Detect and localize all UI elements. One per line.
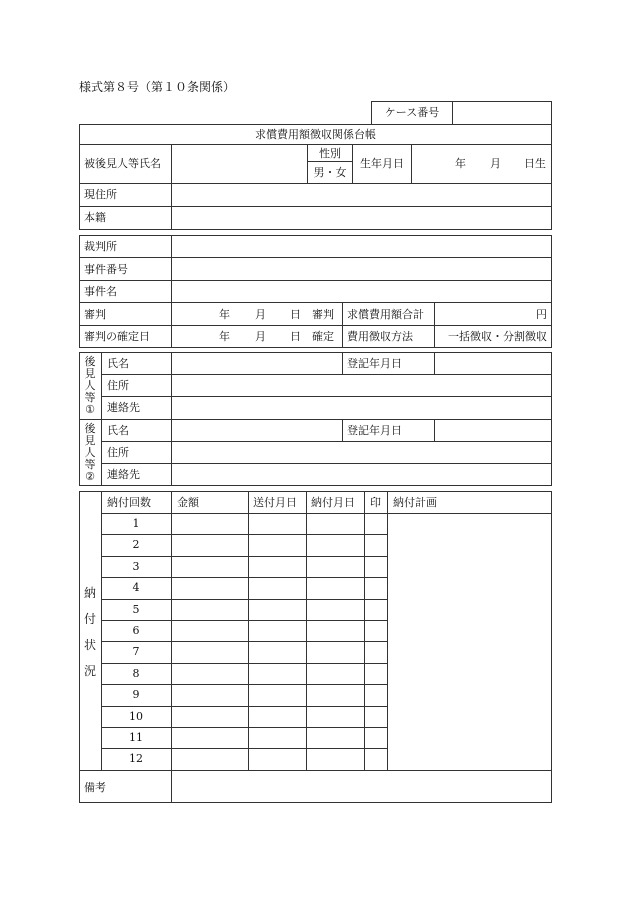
guardian-2-reg-label: 登記年月日 xyxy=(347,424,402,437)
header-payment-count: 納付回数 xyxy=(107,496,151,509)
final-month: 月 xyxy=(255,330,266,343)
grid-line xyxy=(101,706,387,707)
grid-line xyxy=(101,599,387,600)
total-unit: 円 xyxy=(536,308,547,321)
form-number: 様式第８号（第１０条関係） xyxy=(79,80,236,94)
remarks-label: 備考 xyxy=(84,781,106,794)
grid-line xyxy=(101,748,387,749)
header-amount: 金額 xyxy=(177,496,199,509)
grid-line xyxy=(101,641,387,642)
payment-row-number: 8 xyxy=(132,666,140,680)
payment-row-number: 1 xyxy=(132,517,140,530)
grid-line xyxy=(248,491,249,770)
payment-row-number: 3 xyxy=(132,559,140,573)
address-label: 現住所 xyxy=(84,188,117,201)
sex-options[interactable]: 男・女 xyxy=(313,166,347,179)
case-number-label: ケース番号 xyxy=(384,106,440,119)
guardian-1-contact-label: 連絡先 xyxy=(107,401,140,414)
payment-row-number: 10 xyxy=(129,709,143,723)
header-paid-date: 納付月日 xyxy=(311,496,355,509)
guardian-2-name-label: 氏名 xyxy=(107,424,129,437)
case-name-label: 事件名 xyxy=(84,285,117,298)
ward-name-field[interactable] xyxy=(174,158,304,172)
grid-line xyxy=(306,491,307,770)
method-label: 費用徴収方法 xyxy=(347,330,413,343)
grid-line xyxy=(101,577,387,578)
dob-label: 生年月日 xyxy=(360,157,404,170)
guardian-1-address-label: 住所 xyxy=(107,379,129,392)
grid-line xyxy=(101,663,387,664)
payment-row-number: 6 xyxy=(132,624,140,637)
payment-row-number: 2 xyxy=(132,538,140,552)
grid-line xyxy=(101,727,387,728)
dob-day: 日生 xyxy=(524,157,546,170)
payment-row-number: 12 xyxy=(129,752,143,766)
grid-line xyxy=(364,491,365,770)
guardian-1-reg-label: 登記年月日 xyxy=(347,357,402,370)
guardian-1-name-label: 氏名 xyxy=(107,357,129,370)
ledger-title: 求償費用額徴収関係台帳 xyxy=(255,128,376,141)
ruling-label: 審判 xyxy=(84,308,106,321)
grid-line xyxy=(101,513,552,514)
guardian-2-label: 後 見 人 等 ② xyxy=(84,422,96,484)
ruling-day: 日 xyxy=(290,308,301,321)
guardian-2-contact-label: 連絡先 xyxy=(107,468,140,481)
ruling-year: 年 xyxy=(219,308,230,321)
header-seal: 印 xyxy=(370,496,381,509)
payment-row-number: 5 xyxy=(132,602,140,616)
payment-row-number: 11 xyxy=(129,731,143,744)
payment-row-number: 7 xyxy=(132,645,140,659)
grid-line xyxy=(101,556,387,557)
final-label: 審判の確定日 xyxy=(84,330,150,343)
final-year: 年 xyxy=(219,330,230,343)
guardian-1-label: 後 見 人 等 ① xyxy=(84,355,96,417)
final-day: 日 xyxy=(290,330,301,343)
guardian-2-address-label: 住所 xyxy=(107,446,129,459)
final-suffix: 確定 xyxy=(312,330,334,343)
grid-line xyxy=(171,491,172,770)
payment-row-number: 4 xyxy=(132,581,140,595)
ruling-month: 月 xyxy=(255,308,266,321)
grid-line xyxy=(101,620,387,621)
grid-line xyxy=(387,491,388,770)
address-field[interactable] xyxy=(174,189,549,203)
ruling-suffix: 審判 xyxy=(312,308,334,321)
header-payment-plan: 納付計画 xyxy=(393,496,437,509)
payment-row-number: 9 xyxy=(132,688,140,702)
dob-year: 年 xyxy=(455,157,466,170)
ward-name-label: 被後見人等氏名 xyxy=(84,157,161,170)
grid-line xyxy=(101,684,387,685)
case-no-label: 事件番号 xyxy=(84,263,128,276)
case-number-field[interactable] xyxy=(455,107,550,121)
method-value[interactable]: 一括徴収・分割徴収 xyxy=(448,330,547,343)
court-label: 裁判所 xyxy=(84,240,117,253)
grid-line xyxy=(79,770,552,771)
domicile-label: 本籍 xyxy=(84,211,106,224)
grid-line xyxy=(101,534,387,535)
header-send-date: 送付月日 xyxy=(253,496,297,509)
dob-month: 月 xyxy=(490,157,501,170)
total-label: 求償費用額合計 xyxy=(347,308,424,321)
grid-line xyxy=(171,770,172,803)
payment-status-label: 納 付 状 況 xyxy=(83,586,96,678)
sex-label: 性別 xyxy=(319,147,341,160)
domicile-field[interactable] xyxy=(174,212,549,226)
